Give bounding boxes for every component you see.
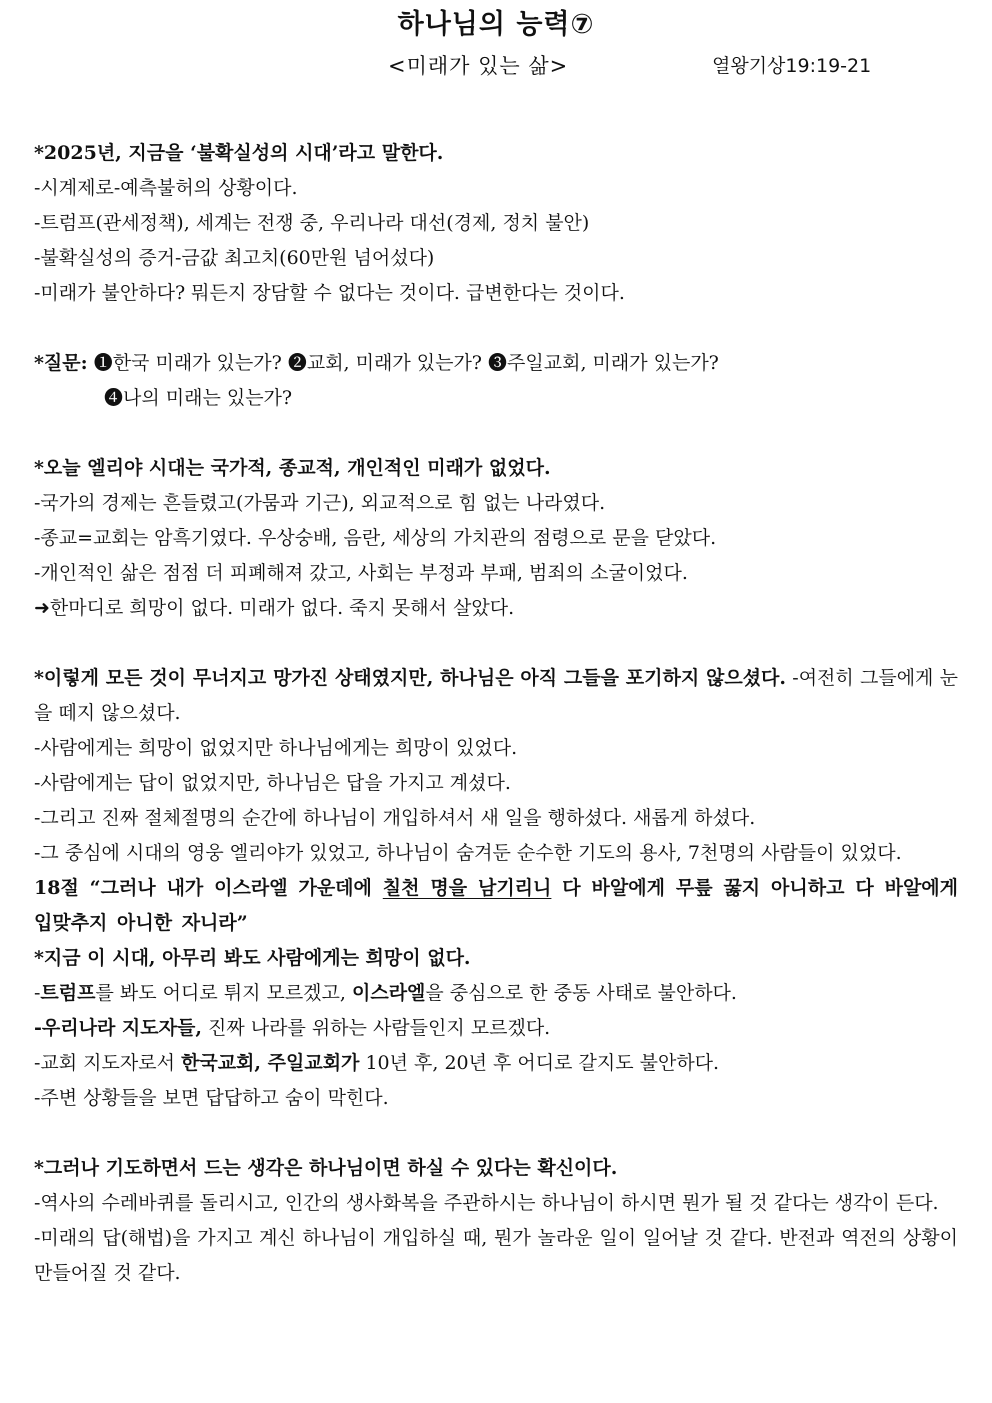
text-line bbox=[34, 976, 958, 1011]
verse-underlined: 칠천 명을 남기리니 bbox=[382, 877, 552, 899]
question-line: ❹나의 미래는 있는가? bbox=[104, 387, 293, 409]
text-line: -사람에게는 희망이 없었지만 하나님에게는 희망이 있었다. bbox=[34, 737, 518, 759]
text-line: -사람에게는 답이 없었지만, 하나님은 답을 가지고 계셨다. bbox=[34, 772, 511, 794]
text-paragraph: -역사의 수레바퀴를 돌리시고, 인간의 생사화복을 주관하시는 하나님이 하시면 뭔가 될 것 같다는 생각이 든다. bbox=[34, 1192, 939, 1214]
section-heading-rest: -여전히 그들에게 눈을 떼지 않으셨다. bbox=[34, 667, 958, 724]
question-label: *질문: bbox=[34, 352, 88, 374]
page-subtitle: <미래가 있는 삶> bbox=[388, 54, 569, 78]
text-line: -주변 상황들을 보면 답답하고 숨이 막힌다. bbox=[34, 1087, 389, 1109]
text-line: -그 중심에 시대의 영웅 엘리야가 있었고, 하나님이 숨겨둔 순수한 기도의 용사, 7천명의 사람들이 있었다. bbox=[34, 842, 902, 864]
question-text: ❶한국 미래가 있는가? ❷교회, 미래가 있는가? ❸주일교회, 미래가 있는가? bbox=[87, 352, 719, 374]
scripture-verse bbox=[34, 871, 959, 934]
text-fragment: 를 봐도 어디로 튀지 모르겠고, bbox=[95, 982, 352, 1004]
text-fragment: -교회 지도자로서 bbox=[34, 1052, 181, 1074]
text-fragment-bold: 트럼프 bbox=[40, 982, 96, 1004]
text-fragment-bold: 이스라엘 bbox=[351, 982, 426, 1004]
verse-text: 다 바알에게 무릎 꿇지 아니하고 다 바알에게 입맞추지 아니한 자니라” bbox=[34, 877, 959, 934]
section-heading: *2025년, 지금을 ‘불확실성의 시대’라고 말한다. bbox=[34, 142, 444, 164]
text-line: -불확실성의 증거-금값 최고치(60만원 넘어섰다) bbox=[34, 247, 435, 269]
verse-text: 18절 “그러나 내가 이스라엘 가운데에 bbox=[34, 877, 383, 899]
text-fragment: 진짜 나라를 위하는 사람들인지 모르겠다. bbox=[201, 1017, 551, 1039]
section-heading: *오늘 엘리야 시대는 국가적, 종교적, 개인적인 미래가 없었다. bbox=[34, 457, 551, 479]
section-heading: *그러나 기도하면서 드는 생각은 하나님이면 하실 수 있다는 확신이다. bbox=[34, 1157, 618, 1179]
section-heading-bold: *이렇게 모든 것이 무너지고 망가진 상태였지만, 하나님은 아직 그들을 포기하지 않으셨다. bbox=[34, 667, 787, 689]
text-line: -종교=교회는 암흑기였다. 우상숭배, 음란, 세상의 가치관의 점령으로 문을 닫았다. bbox=[34, 527, 717, 549]
text-line: ➜한마디로 희망이 없다. 미래가 없다. 죽지 못해서 살았다. bbox=[34, 597, 515, 619]
text-line: -개인적인 삶은 점점 더 피폐해져 갔고, 사회는 부정과 부패, 범죄의 소굴이었다. bbox=[34, 562, 688, 584]
text-fragment: 10년 후, 20년 후 어디로 갈지도 불안하다. bbox=[359, 1052, 720, 1074]
text-line: -국가의 경제는 흔들렸고(가뭄과 기근), 외교적으로 힘 없는 나라였다. bbox=[34, 492, 606, 514]
section-heading bbox=[34, 661, 958, 731]
sermon-body bbox=[34, 136, 958, 1291]
text-line: -트럼프(관세정책), 세계는 전쟁 중, 우리나라 대선(경제, 정치 불안) bbox=[34, 212, 590, 234]
scripture-reference: 열왕기상19:19-21 bbox=[712, 55, 872, 77]
text-fragment: - bbox=[34, 982, 41, 1004]
text-line: -그리고 진짜 절체절명의 순간에 하나님이 개입하셔서 새 일을 행하셨다. 새롭게 하셨다. bbox=[34, 807, 756, 829]
page-title: 하나님의 능력⑦ bbox=[397, 9, 595, 40]
text-fragment-bold: -우리나라 지도자들, bbox=[34, 1017, 202, 1039]
text-line: -시계제로-예측불허의 상황이다. bbox=[34, 177, 298, 199]
text-line bbox=[34, 1011, 958, 1046]
text-fragment-bold: 한국교회, 주일교회가 bbox=[180, 1052, 360, 1074]
section-heading: *지금 이 시대, 아무리 봐도 사람에게는 희망이 없다. bbox=[34, 947, 471, 969]
text-paragraph: -미래의 답(해법)을 가지고 계신 하나님이 개입하실 때, 뭔가 놀라운 일이 일어날 것 같다. 반전과 역전의 상황이 만들어질 것 같다. bbox=[34, 1227, 958, 1284]
text-line bbox=[34, 1046, 958, 1081]
text-fragment: 을 중심으로 한 중동 사태로 불안하다. bbox=[425, 982, 737, 1004]
question-line bbox=[34, 346, 958, 381]
text-line: -미래가 불안하다? 뭐든지 장담할 수 없다는 것이다. 급변한다는 것이다. bbox=[34, 282, 625, 304]
